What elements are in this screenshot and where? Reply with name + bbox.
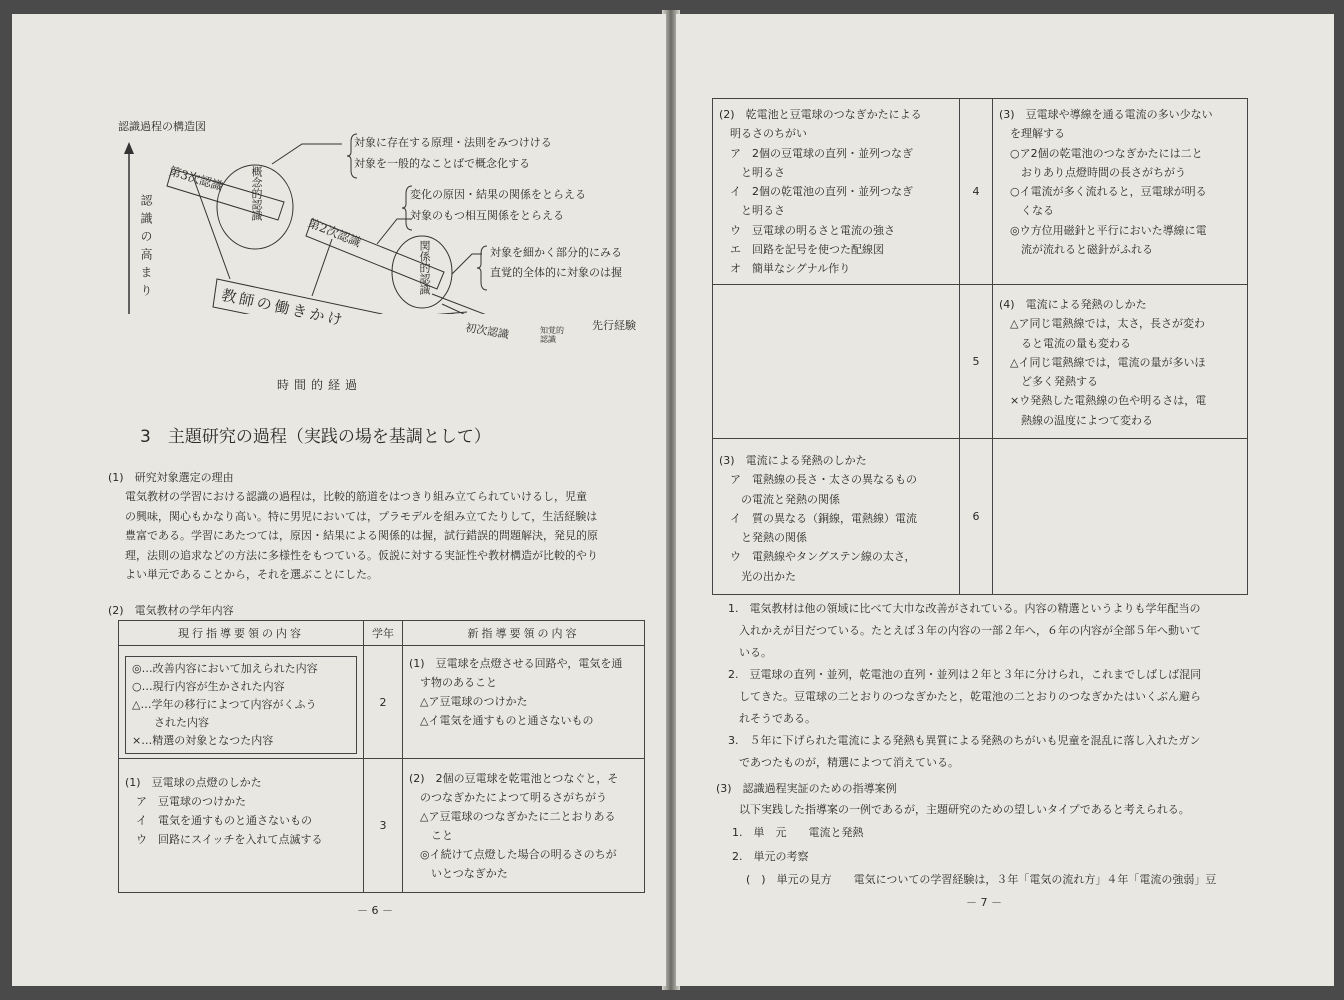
unit-item: 1. 単 元 電流と発熱 [732, 826, 864, 839]
sub1-body [125, 487, 598, 585]
cell-line: と明るさ [719, 204, 785, 218]
cell-line: 光の出かた [719, 569, 796, 583]
cell-line: エ 回路を記号を使つた配線図 [719, 243, 884, 257]
sub1-line: 理，法則の追求などの方法に多様性をもつている。仮説に対する実証性や教材構造が比較的やり [125, 548, 598, 562]
grade-content-table [118, 620, 645, 893]
stage1-circle-label: 知覚的認識 [540, 326, 564, 344]
y-axis-label: 認識の高まり [139, 194, 153, 302]
sub3-intro: 以下実践した指導案の一例であるが，主題研究のための望しいタイプであると考えられる。 [728, 803, 1190, 816]
left-page [12, 14, 666, 986]
cell-line: ア 電熱線の長さ・太さの異なるもの [719, 473, 917, 487]
x-axis-label: 時間的経過 [277, 378, 363, 392]
teacher-box-label: 教師の働きかけ [219, 285, 347, 330]
legend-item: ○…現行内容が生かされた内容 [132, 680, 285, 693]
cell-line: ◎ウ方位用磁針と平行においた導線に電 [999, 223, 1207, 237]
current-content-cell [119, 759, 364, 893]
cell-line: イ 質の異なる（銅線，電熱線）電流 [719, 511, 917, 525]
cell-line: の電流と発熱の関係 [719, 492, 840, 506]
cell-line: ◎イ続けて点燈した場合の明るさのちが [409, 848, 617, 861]
cell-line: と明るさ [719, 165, 785, 179]
cell-line: す物のあること [409, 676, 497, 689]
grade-content-table-continued [712, 98, 1248, 595]
stage3-circle-label: 概念的認識 [250, 166, 263, 221]
cell-line: ウ 豆電球の明るさと電流の強さ [719, 223, 895, 237]
note-line: 1. 電気教材は他の領域に比べて大巾な改善がされている。内容の精選というよりも学年配当の [728, 602, 1201, 615]
note-line: 入れかえが目だつている。たとえば３年の内容の一部２年へ，６年の内容が全部５年へ動いて [728, 624, 1201, 637]
sub3-heading: (3) 認識過程実証のための指導案例 [716, 782, 897, 795]
cell-line: ア 2個の豆電球の直列・並列つなぎ [719, 146, 913, 160]
stage2-tail [432, 294, 627, 314]
cell-line: いとつなぎかた [409, 867, 508, 880]
cell-line: ○イ電流が多く流れると，豆電球が明る [999, 185, 1207, 199]
cell-line: ると電流の量も変わる [999, 336, 1131, 350]
grade-cell: 4 [960, 99, 993, 285]
cell-line: オ 簡単なシグナル作り [719, 262, 851, 276]
stage2-label: 第2次認識 [306, 215, 363, 250]
cell-line: のつなぎかたによつて明るさがちがう [409, 791, 607, 804]
right-page [676, 14, 1334, 986]
stage1-note-1: 対象を細かく部分的にみる [490, 246, 622, 259]
stage2-note-1: 変化の原因・結果の関係をとらえる [410, 188, 586, 201]
sub1-line: 電気教材の学習における認識の過程は，比較的筋道をはつきり組み立てられていけるし，児童 [125, 490, 587, 503]
diagram-title: 認識過程の構造図 [118, 120, 206, 133]
table-row [119, 646, 645, 759]
cell-line: (2) 乾電池と豆電球のつなぎかたによる [719, 108, 922, 121]
cell-line: くなる [999, 204, 1054, 218]
section-title: 3 主題研究の過程（実践の場を基調として） [140, 427, 491, 447]
note-line: れそうである。 [728, 712, 816, 725]
stage2-circle-label: 関係的認識 [418, 240, 431, 295]
cell-line: △ア豆電球のつなぎかたに二とおりある [409, 810, 616, 823]
unit-consideration: 2. 単元の考察 [732, 850, 809, 863]
cell-line: (3) 電流による発熱のしかた [719, 454, 867, 467]
legend-box [125, 656, 357, 754]
table-header: 現行指導要領の内容 [119, 621, 364, 646]
cell-line: おりあり点燈時間の長さがちがう [999, 165, 1186, 179]
cell-line: ど多く発熱する [999, 375, 1098, 389]
empty-cell [713, 285, 960, 439]
cell-line: (2) 2個の豆電球を乾電池とつなぐと，そ [409, 772, 619, 785]
table-row [713, 99, 1248, 285]
page-number: － 7 － [966, 896, 1002, 909]
cell-line: ×ウ発熱した電熱線の色や明るさは，電 [999, 394, 1207, 408]
teacher-arrow-2 [312, 239, 332, 296]
cell-line: ウ 電熱線やタングステン線の太さ， [719, 550, 916, 564]
cell-line: (1) 豆電球を点燈させる回路や，電気を通 [409, 657, 623, 670]
grade-cell: 5 [960, 285, 993, 439]
grade-cell: 2 [364, 646, 403, 759]
note-line: してきた。豆電球の二とおりのつなぎかたと，乾電池の二とおりのつなぎかたはいくぶん避ら [728, 690, 1201, 703]
cell-line: 熱線の温度によつて変わる [999, 413, 1153, 427]
stage1-note-2: 直覚的全体的に対象のは握 [490, 266, 622, 279]
new-content-cell [993, 285, 1248, 439]
note-line: 3. ５年に下げられた電流による発熱も異質による発熱のちがいも児童を混乱に落し入れたガン [728, 734, 1201, 747]
cell-line: (3) 豆電球や導線を通る電流の多い少ない [999, 108, 1213, 121]
sub1-line: の興味，関心もかなり高い。特に男児においては，プラモデルを組み立てたりして，生活経験は [125, 509, 598, 523]
sub1-line: 豊富である。学習にあたつては，原因・結果による関係的は握，試行錯誤的問題解決，発見的原 [125, 529, 598, 542]
table-row [119, 759, 645, 893]
cell-line: イ 2個の乾電池の直列・並列つなぎ [719, 185, 913, 199]
prior-experience-label: 先行経験 [592, 319, 636, 332]
cell-line: こと [409, 829, 453, 842]
stage1-brace [477, 246, 487, 290]
cell-line: (4) 電流による発熱のしかた [999, 298, 1147, 311]
stage2-note-pointer [377, 219, 412, 244]
new-content-cell [403, 759, 645, 893]
new-content-cell [993, 99, 1248, 285]
page-number: － 6 － [357, 904, 393, 917]
stage3-note-2: 対象を一般的なことばで概念化する [354, 157, 530, 170]
table-header-row [119, 621, 645, 646]
sub1-line: よい単元であることから，それを選ぶことにした。 [125, 568, 378, 581]
stage1-note-pointer [452, 254, 482, 274]
notes-list [728, 598, 1201, 774]
note-line: 2. 豆電球の直列・並列，乾電池の直列・並列は２年と３年に分けられ，これまでしばしば混同 [728, 668, 1202, 681]
table-header: 学年 [364, 621, 403, 646]
cell-line: イ 電気を通すものと通さないもの [125, 814, 312, 827]
cell-line: 明るさのちがい [719, 127, 807, 141]
cell-line: を理解する [999, 127, 1065, 141]
sub1-heading: (1) 研究対象選定の理由 [108, 471, 234, 484]
stage3-label: 第3次認識 [167, 163, 225, 194]
cell-line: と発熱の関係 [719, 531, 807, 545]
cell-line: ア 豆電球のつけかた [125, 795, 246, 808]
cell-line: (1) 豆電球の点燈のしかた [125, 776, 262, 789]
stage3-note-pointer [272, 144, 342, 164]
stage2-note-2: 対象のもつ相互関係をとらえる [410, 209, 564, 222]
current-content-cell [713, 439, 960, 595]
grade-cell: 6 [960, 439, 993, 595]
legend-item: された内容 [132, 716, 209, 729]
cell-line: △ア豆電球のつけかた [409, 695, 528, 708]
sub2-heading: (2) 電気教材の学年内容 [108, 604, 234, 617]
legend-cell [119, 646, 364, 759]
table-row [713, 439, 1248, 595]
cell-line: △イ同じ電熱線では，電流の量が多いほ [999, 355, 1206, 369]
legend-item: ◎…改善内容において加えられた内容 [132, 662, 318, 675]
legend-item: ×…精選の対象となつた内容 [132, 734, 274, 747]
cell-line: ○ア2個の乾電池のつなぎかたには二と [999, 146, 1203, 160]
empty-cell [993, 439, 1248, 595]
teacher-arrow-3 [382, 312, 467, 314]
cell-line: ウ 回路にスイッチを入れて点滅する [125, 833, 323, 846]
stage3-note-1: 対象に存在する原理・法則をみつけける [354, 136, 552, 149]
note-line: であつたものが，精選によつて消えている。 [728, 756, 959, 769]
current-content-cell [713, 99, 960, 285]
y-axis-arrow [124, 142, 134, 154]
unit-view: ( ) 単元の見方 電気についての学習経験は，３年「電気の流れ方」４年「電流の強弱」豆 [746, 873, 1217, 886]
cell-line: △イ電気を通すものと通さないもの [409, 714, 594, 727]
stage1-label: 初次認識 [464, 320, 510, 342]
new-content-cell [403, 646, 645, 759]
note-line: いる。 [728, 646, 772, 659]
legend-item: △…学年の移行によつて内容がくふう [132, 698, 317, 711]
cell-line: △ア同じ電熱線では，太さ，長さが変わ [999, 317, 1206, 331]
table-row [713, 285, 1248, 439]
table-header: 新指導要領の内容 [403, 621, 645, 646]
cell-line: 流が流れると磁針がふれる [999, 243, 1153, 257]
grade-cell: 3 [364, 759, 403, 893]
